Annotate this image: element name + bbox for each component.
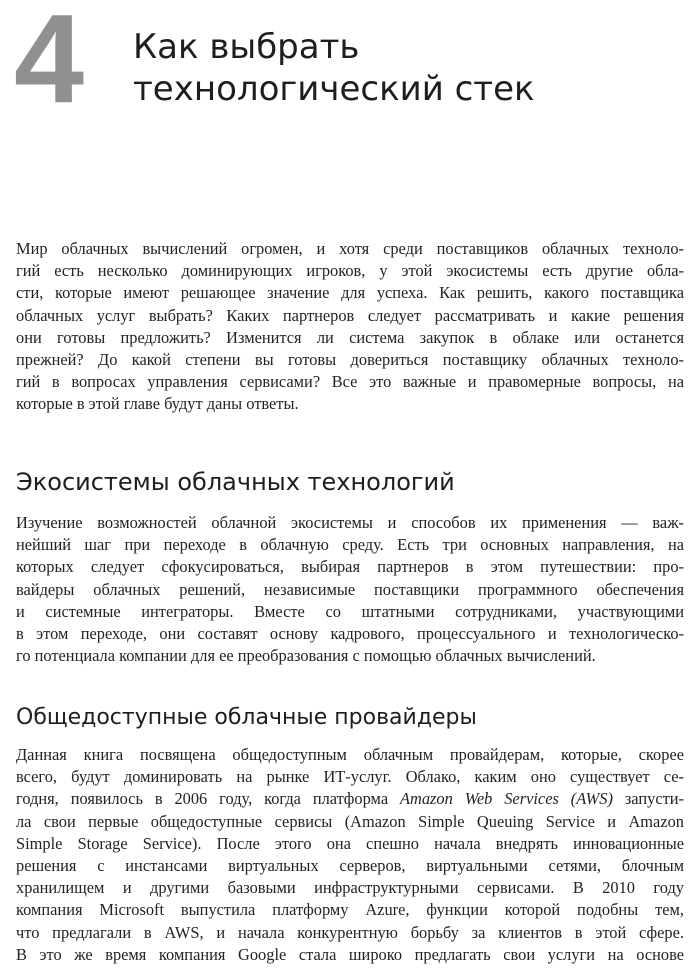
text-line: которые в этой главе будут даны ответы. [16, 394, 299, 414]
public-cloud-providers-paragraph [16, 744, 684, 966]
text-line: сти, которые имеют решающее значение для успеха. Как решить, какого поставщика [16, 283, 684, 303]
text-line: Изучение возможностей облачной экосистемы и способов их применения — важ- [16, 513, 684, 532]
cloud-ecosystems-paragraph [16, 512, 684, 667]
text-line: Simple Storage Service). После этого она спешно начала внедрять инновационные [16, 833, 684, 853]
text-run: годня, появилось в 2006 году, когда платформа [16, 789, 400, 809]
text-line: гий есть несколько доминирующих игроков, у этой экосистемы есть другие обла- [16, 261, 684, 281]
intro-paragraph [16, 238, 684, 416]
text-line: Данная книга посвящена общедоступным облачным провайдерам, которые, скорее [16, 745, 684, 764]
text-line: что предлагали в AWS, и начала конкурентную борьбу за клиентов в этой сфере. [16, 922, 684, 942]
chapter-title [133, 26, 535, 110]
text-line: они готовы предложить? Изменится ли система закупок в облаке или останется [16, 327, 684, 347]
text-line: хранилищем и другими базовыми инфраструктурными сервисами. В 2010 году [16, 878, 684, 898]
text-line: гий в вопросах управления сервисами? Все это важные и правомерные вопросы, на [16, 372, 684, 392]
text-line: в этом переходе, они составят основу кадрового, процессуального и технологическо- [16, 624, 684, 644]
text-line [16, 788, 684, 810]
text-line: ла свои первые общедоступные сервисы (Amazon Simple Queuing Service и Amazon [16, 811, 684, 831]
text-line: облачных услуг выбрать? Каких партнеров следует рассматривать и какие решения [16, 305, 684, 325]
text-run: запусти- [612, 789, 684, 809]
text-line: решения с инстансами виртуальных серверов, виртуальными сетями, блочным [16, 856, 684, 876]
text-line: вайдеры облачных решений, независимые поставщики программного обеспечения [16, 579, 684, 599]
section-heading-public-cloud-providers: Общедоступные облачные провайдеры [16, 705, 477, 730]
text-line: и системные интеграторы. Вместе со штатными сотрудниками, участвующими [16, 601, 684, 621]
text-line: нейший шаг при переходе в облачную среду. Есть три основных направления, на [16, 535, 684, 555]
text-line: которых следует сфокусироваться, выбирая партнеров в этом путешествии: про- [16, 557, 684, 577]
emphasis-aws: Amazon Web Services (AWS) [400, 789, 613, 809]
text-line: компания Microsoft выпустила платформу Azure, функции которой подобны тем, [16, 900, 684, 920]
section-heading-cloud-ecosystems: Экосистемы облачных технологий [16, 468, 455, 496]
chapter-title-line: технологический стек [133, 69, 535, 109]
chapter-title-line: Как выбрать [133, 27, 360, 67]
text-line: В это же время компания Google стала широко предлагать свои услуги на основе [16, 944, 684, 964]
text-line: Мир облачных вычислений огромен, и хотя среди поставщиков облачных техноло- [16, 239, 684, 258]
chapter-number: 4 [14, 0, 83, 129]
text-line: прежней? До какой степени вы готовы довериться поставщику облачных техноло- [16, 350, 684, 370]
text-line: го потенциала компании для ее преобразования с помощью облачных вычислений. [16, 646, 596, 666]
text-line: всего, будут доминировать на рынке ИТ-услуг. Облако, каким оно существует се- [16, 767, 684, 787]
